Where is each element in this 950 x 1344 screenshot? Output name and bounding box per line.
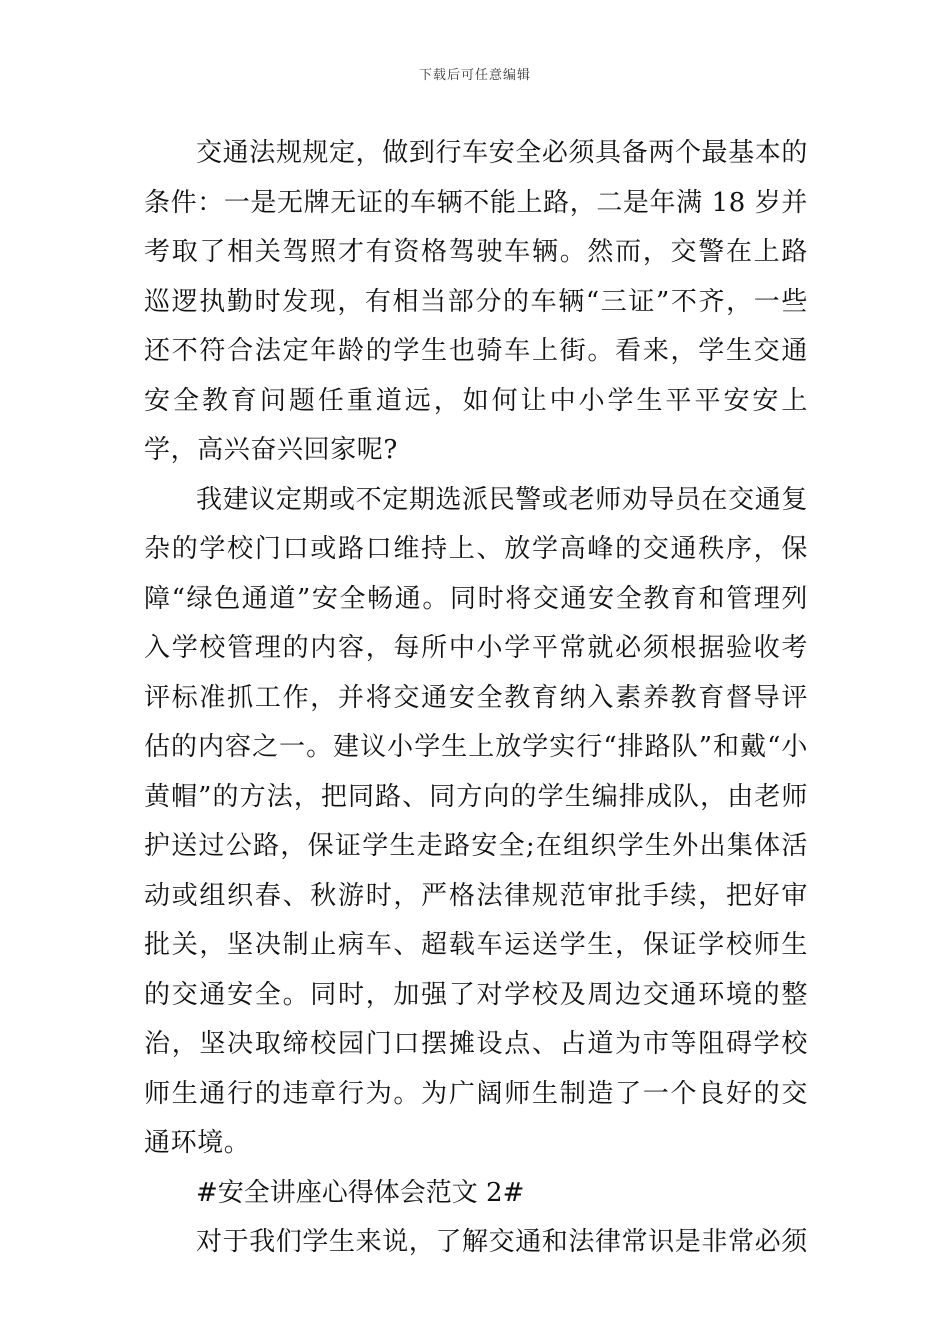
paragraph-student-knowledge: 对于我们学生来说，了解交通和法律常识是非常必须: [196, 1227, 808, 1257]
document-body: [144, 129, 808, 1268]
paragraph-traffic-regulations: 交通法规规定，做到行车安全必须具备两个最基本的条件：一是无牌无证的车辆不能上路，二是年满 18 岁并考取了相关驾照才有资格驾驶车辆。然而，交警在上路巡逻执勤时发现，有相当部分的车辆“三证”不齐，一些还不符合法定年龄的学生也骑车上街。看来，学生交通安全教育问题任重道远，如何让中小学生平平安安上学，高兴奋兴回家呢?: [144, 138, 808, 465]
paragraph-suggestions: 我建议定期或不定期选派民警或老师劝导员在交通复杂的学校门口或路口维持上、放学高峰的交通秩序，保障“绿色通道”安全畅通。同时将交通安全教育和管理列入学校管理的内容，每所中小学平常就必须根据验收考评标准抓工作，并将交通安全教育纳入素养教育督导评估的内容之一。建议小学生上放学实行“排路队”和戴“小黄帽”的方法，把同路、同方向的学生编排成队，由老师护送过公路，保证学生走路安全;在组织学生外出集体活动或组织春、秋游时，严格法律规范审批手续，把好审批关，坚决制止病车、超载车运送学生，保证学校师生的交通安全。同时，加强了对学校及周边交通环境的整治，坚决取缔校园门口摆摊设点、占道为市等阻碍学校师生通行的违章行为。为广阔师生制造了一个良好的交通环境。: [144, 484, 808, 1158]
section-heading: #安全讲座心得体会范文 2#: [196, 1177, 525, 1208]
page-header: 下载后可任意编辑: [418, 68, 531, 83]
